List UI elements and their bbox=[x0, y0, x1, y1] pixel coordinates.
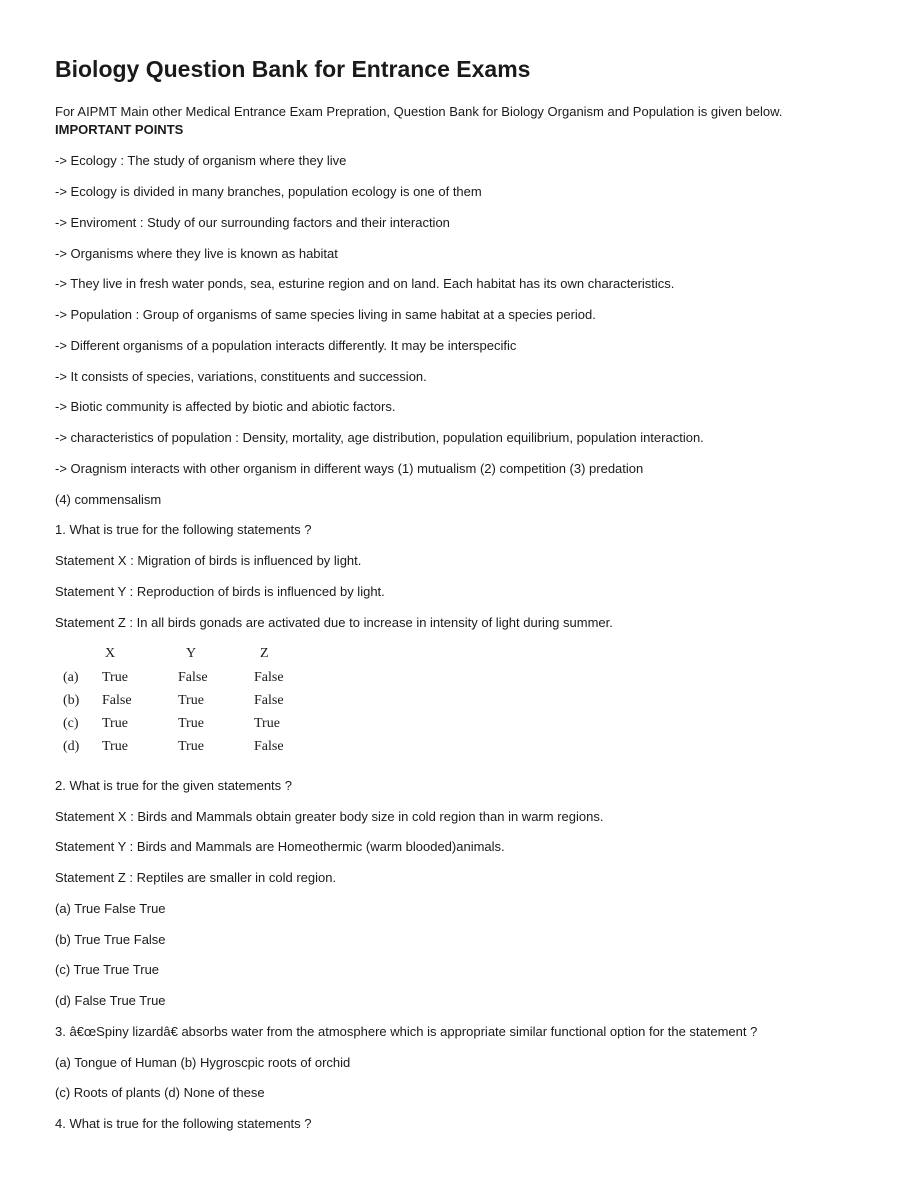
table-cell: False bbox=[102, 693, 132, 708]
point: -> Different organisms of a population interacts differently. It may be interspecific bbox=[55, 338, 517, 353]
intro-text: For AIPMT Main other Medical Entrance Exam Prepration, Question Bank for Biology Organism and Population is given below. bbox=[55, 104, 783, 119]
point: -> Ecology : The study of organism where they live bbox=[55, 153, 347, 168]
point: -> Ecology is divided in many branches, population ecology is one of them bbox=[55, 184, 482, 199]
q1-answer-table bbox=[55, 646, 315, 766]
table-row-label: (d) bbox=[63, 739, 80, 754]
point: -> Biotic community is affected by biotic and abiotic factors. bbox=[55, 399, 396, 414]
q2-statement-y: Statement Y : Birds and Mammals are Homeothermic (warm blooded)animals. bbox=[55, 839, 505, 854]
table-cell: True bbox=[102, 670, 128, 685]
q2-statement-z: Statement Z : Reptiles are smaller in cold region. bbox=[55, 870, 337, 885]
q1-statement-z: Statement Z : In all birds gonads are activated due to increase in intensity of light during summer. bbox=[55, 615, 613, 630]
table-header-x: X bbox=[105, 646, 116, 661]
q2-option-c: (c) True True True bbox=[55, 962, 160, 977]
q2-option-d: (d) False True True bbox=[55, 993, 166, 1008]
point: (4) commensalism bbox=[55, 492, 162, 507]
table-cell: True bbox=[178, 716, 204, 731]
point: -> characteristics of population : Density, mortality, age distribution, population equilibrium, population interaction. bbox=[55, 430, 704, 445]
table-row-label: (b) bbox=[63, 693, 80, 708]
table-cell: True bbox=[254, 716, 280, 731]
table-row-label: (a) bbox=[63, 670, 79, 685]
question-3: 3. â€œSpiny lizardâ€ absorbs water from the atmosphere which is appropriate similar functional option for the statement ? bbox=[55, 1024, 758, 1039]
q1-statement-x: Statement X : Migration of birds is influenced by light. bbox=[55, 553, 362, 568]
point: -> Population : Group of organisms of same species living in same habitat at a species period. bbox=[55, 307, 596, 322]
point: -> Oragnism interacts with other organism in different ways (1) mutualism (2) competition (3) predation bbox=[55, 461, 644, 476]
q1-statement-y: Statement Y : Reproduction of birds is influenced by light. bbox=[55, 584, 385, 599]
question-4: 4. What is true for the following statements ? bbox=[55, 1116, 312, 1131]
important-heading: IMPORTANT POINTS bbox=[55, 122, 184, 137]
question-1: 1. What is true for the following statements ? bbox=[55, 522, 312, 537]
table-cell: False bbox=[254, 739, 284, 754]
q3-options-cd: (c) Roots of plants (d) None of these bbox=[55, 1085, 265, 1100]
point: -> It consists of species, variations, constituents and succession. bbox=[55, 369, 427, 384]
table-cell: True bbox=[102, 716, 128, 731]
table-cell: False bbox=[254, 670, 284, 685]
table-header-z: Z bbox=[260, 646, 269, 661]
table-cell: True bbox=[178, 693, 204, 708]
table-row-label: (c) bbox=[63, 716, 79, 731]
point: -> They live in fresh water ponds, sea, esturine region and on land. Each habitat has its own characteristics. bbox=[55, 276, 675, 291]
q3-options-ab: (a) Tongue of Human (b) Hygroscpic roots of orchid bbox=[55, 1055, 351, 1070]
point: -> Enviroment : Study of our surrounding factors and their interaction bbox=[55, 215, 450, 230]
point: -> Organisms where they live is known as habitat bbox=[55, 246, 338, 261]
table-cell: False bbox=[254, 693, 284, 708]
table-cell: True bbox=[102, 739, 128, 754]
q2-option-b: (b) True True False bbox=[55, 932, 166, 947]
page-title: Biology Question Bank for Entrance Exams bbox=[55, 56, 531, 82]
table-cell: False bbox=[178, 670, 208, 685]
table-cell: True bbox=[178, 739, 204, 754]
question-2: 2. What is true for the given statements ? bbox=[55, 778, 293, 793]
q2-statement-x: Statement X : Birds and Mammals obtain greater body size in cold region than in warm regions. bbox=[55, 809, 604, 824]
table-header-y: Y bbox=[186, 646, 197, 661]
q2-option-a: (a) True False True bbox=[55, 901, 166, 916]
